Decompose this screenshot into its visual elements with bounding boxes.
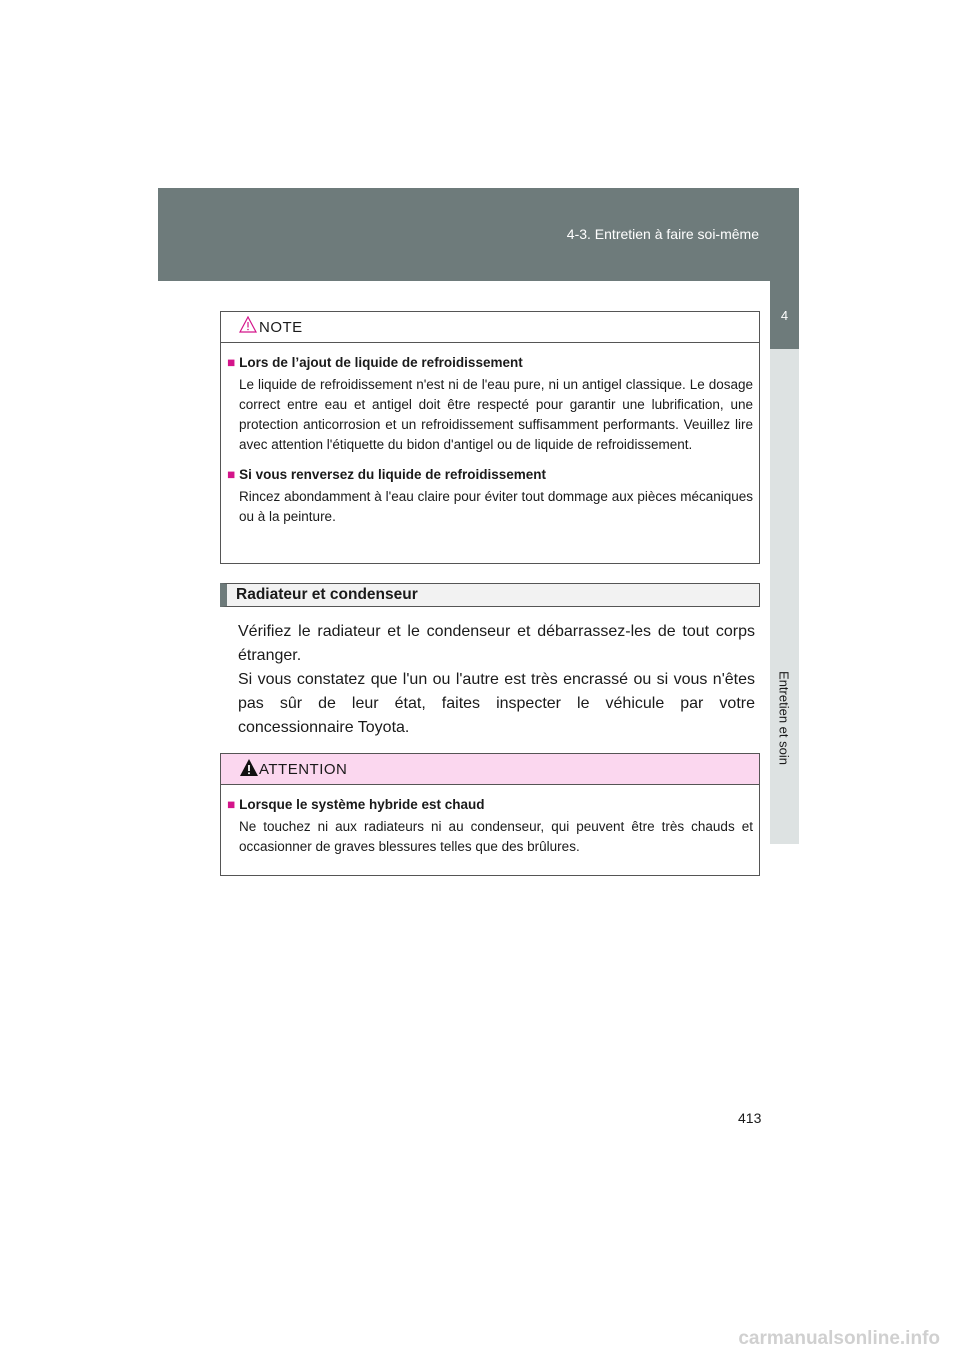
note-item-body: Le liquide de refroidissement n'est ni de l'eau pure, ni un antigel classique. Le dosage correct entre eau et antigel doit être respecté pour garantir une lubrification, une protection anticorrosion et un refroidissement suffisamment performants. Veuillez lire avec attention l'étiquette du bidon d'antigel ou de liquide de refroidissement.: [239, 377, 753, 452]
section-heading: [220, 583, 760, 607]
warning-icon: [239, 758, 259, 778]
note-header: [221, 312, 759, 343]
section-body: [238, 620, 755, 740]
watermark: carmanualsonline.info: [738, 1328, 940, 1349]
caution-outline-icon: [239, 316, 257, 334]
side-tab-background: [770, 349, 799, 844]
attention-label: ATTENTION: [259, 761, 348, 778]
note-item-title: ■ Si vous renversez du liquide de refroidissement: [227, 467, 546, 482]
section-title: Radiateur et condenseur: [236, 586, 418, 603]
attention-header: [221, 754, 759, 785]
chapter-title: 4-3. Entretien à faire soi-même: [566, 226, 759, 242]
attention-box: [220, 753, 760, 876]
attention-item-title: ■ Lorsque le système hybride est chaud: [227, 797, 485, 812]
side-tab: [770, 188, 799, 908]
chapter-number: 4: [770, 281, 799, 349]
page-number: 413: [738, 1110, 762, 1126]
chapter-label: Entretien et soin: [776, 671, 792, 765]
note-label: NOTE: [259, 319, 303, 336]
note-item-body: Rincez abondamment à l'eau claire pour éviter tout dommage aux pièces mécaniques ou à la peinture.: [239, 489, 753, 524]
section-paragraph: Vérifiez le radiateur et le condenseur et débarrassez-les de tout corps étranger.: [238, 623, 755, 664]
note-item-title: ■ Lors de l’ajout de liquide de refroidissement: [227, 355, 523, 370]
section-paragraph: Si vous constatez que l'un ou l'autre est très encrassé ou si vous n'êtes pas sûr de leur état, faites inspecter le véhicule par votre concessionnaire Toyota.: [238, 671, 755, 736]
attention-item-body: Ne touchez ni aux radiateurs ni au condenseur, qui peuvent être très chauds et occasionner de graves blessures telles que des brûlures.: [239, 819, 753, 854]
note-box: [220, 311, 760, 564]
header-band: [158, 188, 799, 281]
